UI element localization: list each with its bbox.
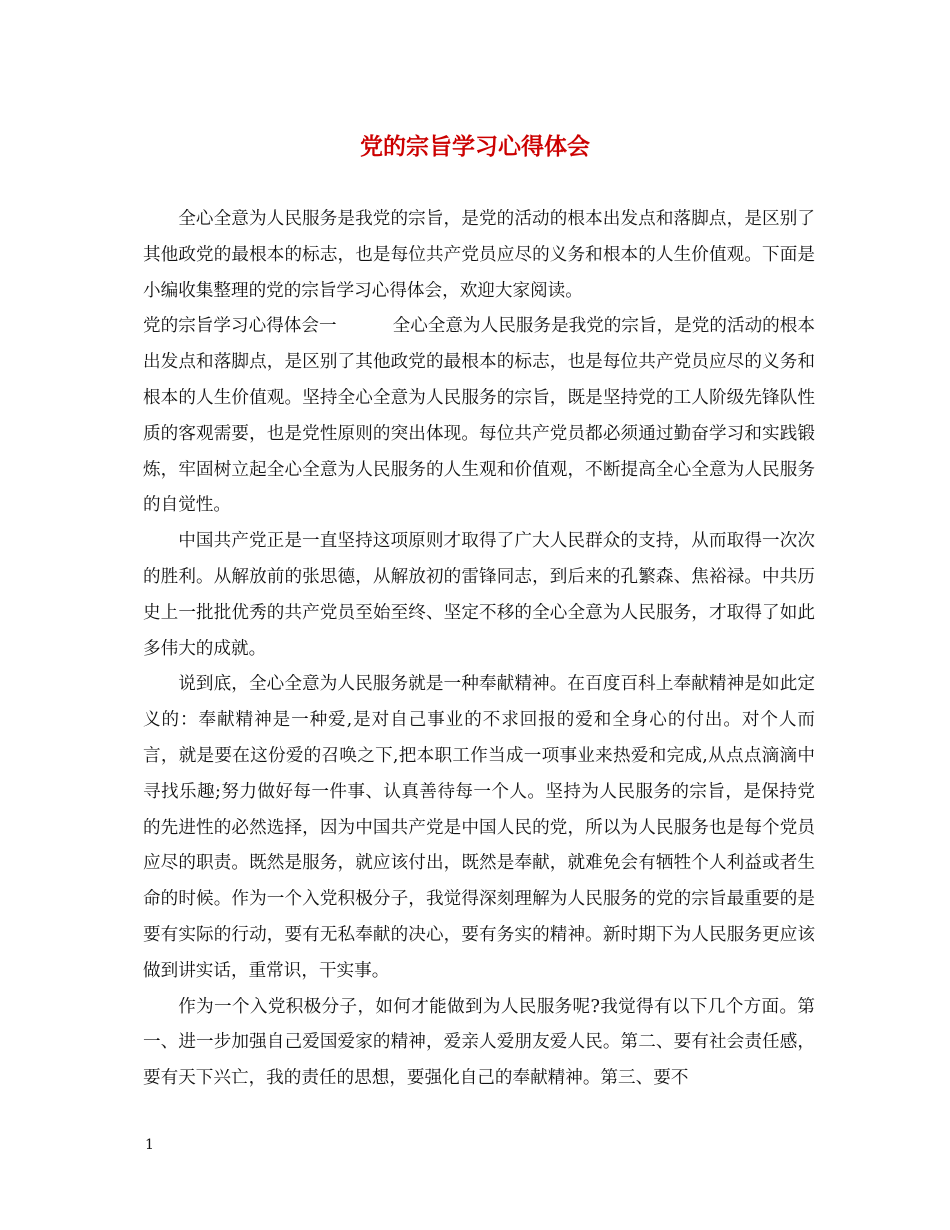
- document-body: [143, 202, 815, 1097]
- body-paragraph-3: 说到底，全心全意为人民服务就是一种奉献精神。在百度百科上奉献精神是如此定义的：奉献精神是一种爱,是对自己事业的不求回报的爱和全身心的付出。对个人而言，就是要在这份爱的召唤之下,把本职工作当成一项事业来热爱和完成,从点点滴滴中寻找乐趣;努力做好每一件事、认真善待每一个人。坚持为人民服务的宗旨，是保持党的先进性的必然选择，因为中国共产党是中国人民的党，所以为人民服务也是每个党员应尽的职责。既然是服务，就应该付出，既然是奉献，就难免会有牺牲个人利益或者生命的时候。作为一个入党积极分子，我觉得深刻理解为人民服务的党的宗旨最重要的是要有实际的行动，要有无私奉献的决心，要有务实的精神。新时期下为人民服务更应该做到讲实话，重常识，干实事。: [143, 674, 815, 981]
- document-title: 党的宗旨学习心得体会: [360, 133, 590, 160]
- page-number: 1: [145, 1137, 154, 1153]
- body-paragraph-4: 作为一个入党积极分子，如何才能做到为人民服务呢?我觉得有以下几个方面。第一、进一步加强自己爱国爱家的精神，爱亲人爱朋友爱人民。第二、要有社会责任感，要有天下兴亡，我的责任的思想，要强化自己的奉献精神。第三、要不: [143, 996, 815, 1089]
- section-heading: 党的宗旨学习心得体会一: [143, 316, 337, 337]
- body-paragraph-2: 中国共产党正是一直坚持这项原则才取得了广大人民群众的支持，从而取得一次次的胜利。从解放前的张思德，从解放初的雷锋同志，到后来的孔繁森、焦裕禄。中共历史上一批批优秀的共产党员至始至终、坚定不移的全心全意为人民服务，才取得了如此多伟大的成就。: [143, 531, 815, 659]
- section-paragraph: 全心全意为人民服务是我党的宗旨，是党的活动的根本出发点和落脚点，是区别了其他政党的最根本的标志，也是每位共产党员应尽的义务和根本的人生价值观。坚持全心全意为人民服务的宗旨，既是坚持党的工人阶级先锋队性质的客观需要，也是党性原则的突出体现。每位共产党员都必须通过勤奋学习和实践锻炼，牢固树立起全心全意为人民服务的人生观和价值观，不断提高全心全意为人民服务的自觉性。: [143, 316, 815, 516]
- section-block: [143, 309, 815, 524]
- intro-paragraph: 全心全意为人民服务是我党的宗旨，是党的活动的根本出发点和落脚点，是区别了其他政党的最根本的标志，也是每位共产党员应尽的义务和根本的人生价值观。下面是小编收集整理的党的宗旨学习心得体会，欢迎大家阅读。: [143, 209, 815, 301]
